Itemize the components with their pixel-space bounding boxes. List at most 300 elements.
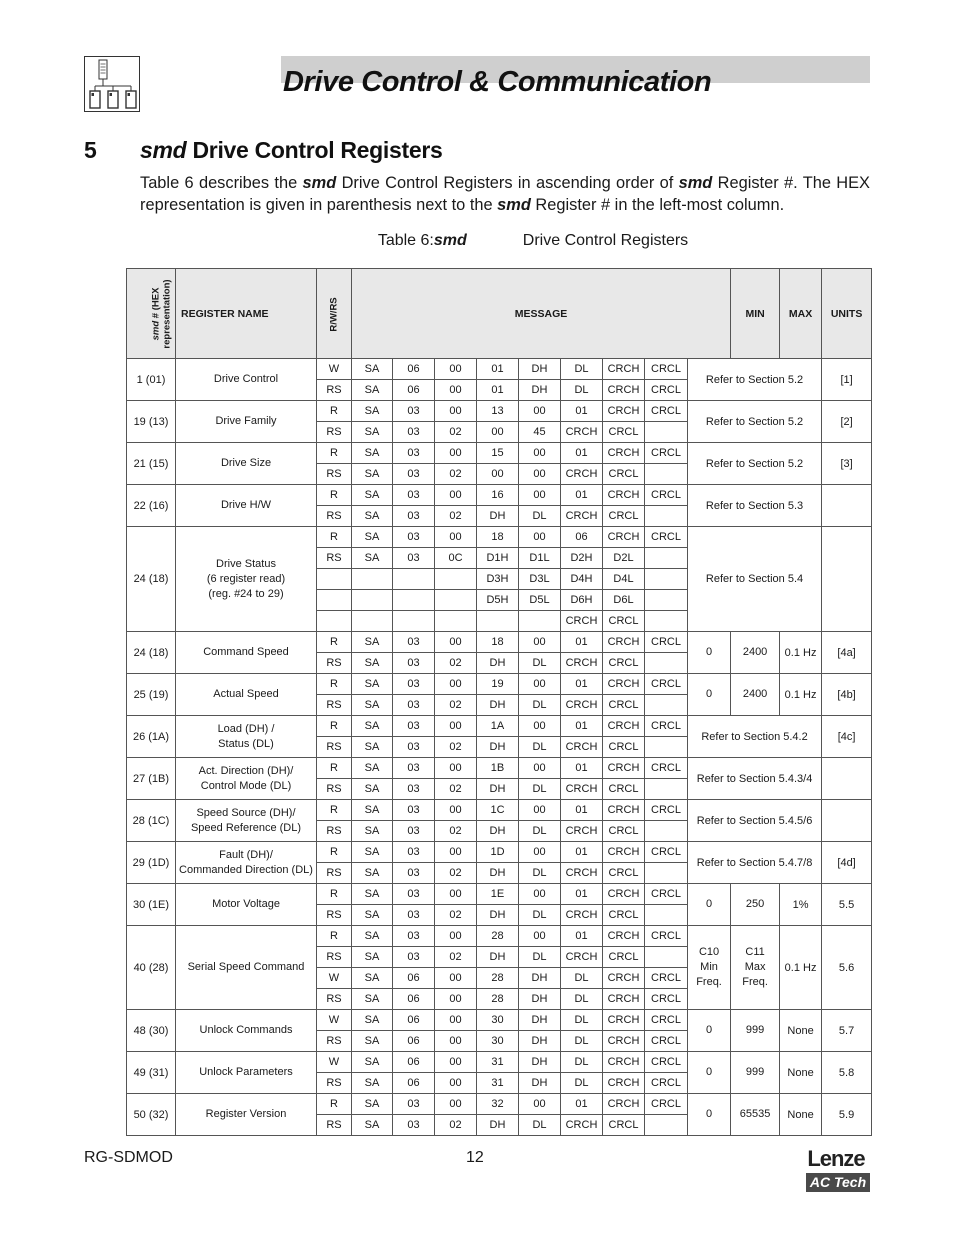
table-row	[127, 716, 872, 737]
message-byte-cell: 06	[393, 968, 435, 989]
table-row	[127, 842, 872, 863]
message-byte-cell: 00	[435, 485, 477, 506]
access-type-cell: RS	[317, 380, 352, 401]
message-byte-cell: CRCH	[603, 401, 645, 422]
message-byte-cell: 03	[393, 506, 435, 527]
message-byte-cell: SA	[352, 821, 393, 842]
access-type-cell: R	[317, 800, 352, 821]
table-header-row	[127, 269, 872, 359]
message-byte-cell: DH	[477, 863, 519, 884]
register-name	[176, 401, 317, 443]
message-byte-cell: CRCH	[561, 464, 603, 485]
max-value: 2400	[731, 674, 780, 716]
message-byte-cell: CRCL	[645, 800, 688, 821]
message-byte-cell: SA	[352, 548, 393, 569]
message-byte-cell: 02	[435, 905, 477, 926]
message-byte-cell	[435, 569, 477, 590]
message-byte-cell: 06	[393, 1031, 435, 1052]
note-or-section: [3]	[822, 443, 872, 485]
message-byte-cell: CRCL	[645, 1031, 688, 1052]
message-byte-cell: 06	[393, 359, 435, 380]
message-byte-cell	[645, 1115, 688, 1136]
message-byte-cell: DH	[519, 968, 561, 989]
message-byte-cell: CRCL	[645, 1052, 688, 1073]
message-byte-cell: 13	[477, 401, 519, 422]
access-type-cell: RS	[317, 548, 352, 569]
message-byte-cell: SA	[352, 842, 393, 863]
message-byte-cell: DH	[519, 380, 561, 401]
message-byte-cell: 03	[393, 842, 435, 863]
max-value: 250	[731, 884, 780, 926]
message-byte-cell: CRCH	[561, 653, 603, 674]
col-header-register-line1: # (HEX	[150, 287, 162, 321]
message-byte-cell: SA	[352, 380, 393, 401]
access-type-cell	[317, 611, 352, 632]
section-title	[140, 137, 443, 164]
message-byte-cell: SA	[352, 758, 393, 779]
message-byte-cell: 02	[435, 863, 477, 884]
message-byte-cell: D3H	[477, 569, 519, 590]
message-byte-cell: 00	[435, 527, 477, 548]
note-or-section: 5.5	[822, 884, 872, 926]
message-byte-cell: 00	[519, 443, 561, 464]
message-byte-cell: 18	[477, 527, 519, 548]
register-number: 49 (31)	[127, 1052, 176, 1094]
register-number: 30 (1E)	[127, 884, 176, 926]
message-byte-cell: CRCH	[561, 863, 603, 884]
message-byte-cell	[393, 590, 435, 611]
message-byte-cell: SA	[352, 1094, 393, 1115]
register-number: 22 (16)	[127, 485, 176, 527]
message-byte-cell: 18	[477, 632, 519, 653]
message-byte-cell: 00	[477, 422, 519, 443]
message-byte-cell: 06	[393, 380, 435, 401]
access-type-cell: RS	[317, 821, 352, 842]
message-byte-cell: 02	[435, 422, 477, 443]
access-type-cell: R	[317, 485, 352, 506]
units-value: 0.1 Hz	[780, 674, 822, 716]
message-byte-cell: 01	[477, 359, 519, 380]
table-row	[127, 926, 872, 947]
access-type-cell: W	[317, 1010, 352, 1031]
units-value: 1%	[780, 884, 822, 926]
message-byte-cell: 00	[519, 884, 561, 905]
intro-keyword: smd	[678, 174, 713, 192]
message-byte-cell: 03	[393, 758, 435, 779]
note-or-section: 5.9	[822, 1094, 872, 1136]
message-byte-cell: 06	[393, 1073, 435, 1094]
message-byte-cell: SA	[352, 1010, 393, 1031]
message-byte-cell: 1B	[477, 758, 519, 779]
note-or-section: [2]	[822, 401, 872, 443]
units-value: 0.1 Hz	[780, 632, 822, 674]
table-row	[127, 632, 872, 653]
col-header-register-line2: representation)	[161, 278, 173, 349]
refer-to-section: Refer to Section 5.3	[688, 485, 822, 527]
message-byte-cell: CRCL	[645, 1010, 688, 1031]
units-value: None	[780, 1052, 822, 1094]
message-byte-cell: SA	[352, 632, 393, 653]
message-byte-cell: 03	[393, 695, 435, 716]
message-byte-cell: 00	[435, 1031, 477, 1052]
message-byte-cell: CRCH	[561, 422, 603, 443]
register-name	[176, 632, 317, 674]
access-type-cell: R	[317, 926, 352, 947]
note-or-section: [4b]	[822, 674, 872, 716]
message-byte-cell: CRCL	[645, 884, 688, 905]
access-type-cell: RS	[317, 695, 352, 716]
message-byte-cell: CRCH	[603, 359, 645, 380]
message-byte-cell: 02	[435, 821, 477, 842]
min-value: 0	[688, 884, 731, 926]
table-row	[127, 1052, 872, 1073]
message-byte-cell: SA	[352, 968, 393, 989]
message-byte-cell	[477, 611, 519, 632]
col-header-register-name: REGISTER NAME	[176, 269, 317, 359]
intro-text: Register # in the left-most column.	[530, 196, 785, 214]
message-byte-cell: SA	[352, 464, 393, 485]
message-byte-cell: SA	[352, 695, 393, 716]
message-byte-cell: 02	[435, 506, 477, 527]
message-byte-cell: 02	[435, 737, 477, 758]
message-byte-cell: CRCL	[645, 716, 688, 737]
message-byte-cell: SA	[352, 716, 393, 737]
message-byte-cell: D2H	[561, 548, 603, 569]
table-row	[127, 1094, 872, 1115]
message-byte-cell: 1E	[477, 884, 519, 905]
message-byte-cell	[393, 569, 435, 590]
table-row	[127, 359, 872, 380]
message-byte-cell: 03	[393, 737, 435, 758]
access-type-cell: RS	[317, 779, 352, 800]
register-name-subtext: (6 register read)	[206, 572, 286, 585]
message-byte-cell	[645, 569, 688, 590]
message-byte-cell: SA	[352, 905, 393, 926]
register-number: 25 (19)	[127, 674, 176, 716]
message-byte-cell: 03	[393, 548, 435, 569]
message-byte-cell: SA	[352, 443, 393, 464]
message-byte-cell: SA	[352, 359, 393, 380]
table-row	[127, 884, 872, 905]
message-byte-cell: 30	[477, 1010, 519, 1031]
note-or-section: 5.7	[822, 1010, 872, 1052]
message-byte-cell: 03	[393, 485, 435, 506]
table-row	[127, 758, 872, 779]
message-byte-cell: D4H	[561, 569, 603, 590]
section-title-text: Drive Control Registers	[186, 137, 443, 163]
message-byte-cell: CRCH	[561, 737, 603, 758]
message-byte-cell: CRCH	[561, 779, 603, 800]
message-byte-cell	[645, 947, 688, 968]
max-value: 2400	[731, 632, 780, 674]
message-byte-cell: CRCL	[645, 842, 688, 863]
message-byte-cell: 01	[561, 842, 603, 863]
message-byte-cell: CRCH	[603, 443, 645, 464]
message-byte-cell	[352, 590, 393, 611]
message-byte-cell: 01	[561, 1094, 603, 1115]
message-byte-cell: 31	[477, 1052, 519, 1073]
message-byte-cell: DL	[561, 1010, 603, 1031]
message-byte-cell: 00	[435, 758, 477, 779]
register-name-subtext: (reg. #24 to 29)	[208, 587, 284, 600]
note-or-section: [4c]	[822, 716, 872, 758]
message-byte-cell: DL	[519, 821, 561, 842]
message-byte-cell: CRCH	[603, 1052, 645, 1073]
message-byte-cell: CRCH	[603, 1031, 645, 1052]
message-byte-cell: DL	[519, 905, 561, 926]
message-byte-cell: DL	[519, 779, 561, 800]
message-byte-cell: 03	[393, 422, 435, 443]
page-number: 12	[466, 1149, 484, 1166]
register-name	[176, 716, 317, 758]
lenze-logo: Lenze	[807, 1146, 865, 1171]
message-byte-cell: 00	[435, 674, 477, 695]
message-byte-cell: DH	[477, 905, 519, 926]
drive-control-registers-table	[126, 268, 872, 1136]
units-value: None	[780, 1010, 822, 1052]
message-byte-cell: CRCL	[645, 485, 688, 506]
message-byte-cell: CRCH	[603, 485, 645, 506]
message-byte-cell: 00	[435, 380, 477, 401]
message-byte-cell: CRCL	[645, 758, 688, 779]
message-byte-cell: D6H	[561, 590, 603, 611]
note-or-section: [4a]	[822, 632, 872, 674]
register-name-text: Drive Status	[216, 557, 276, 570]
message-byte-cell: 28	[477, 968, 519, 989]
message-byte-cell: 03	[393, 674, 435, 695]
note-or-section	[822, 758, 872, 800]
message-byte-cell: CRCL	[603, 611, 645, 632]
register-number: 27 (1B)	[127, 758, 176, 800]
message-byte-cell: CRCH	[561, 905, 603, 926]
message-byte-cell: DL	[519, 1115, 561, 1136]
message-byte-cell: 02	[435, 1115, 477, 1136]
message-byte-cell	[645, 422, 688, 443]
message-byte-cell: DH	[477, 1115, 519, 1136]
message-byte-cell: 03	[393, 779, 435, 800]
table-caption-text	[322, 232, 688, 250]
message-byte-cell: CRCH	[603, 716, 645, 737]
message-byte-cell: CRCH	[603, 380, 645, 401]
message-byte-cell	[645, 863, 688, 884]
register-name-text: Speed Source (DH)/	[196, 806, 296, 819]
message-byte-cell: D4L	[603, 569, 645, 590]
message-byte-cell: 03	[393, 527, 435, 548]
message-byte-cell	[352, 611, 393, 632]
message-byte-cell: 01	[561, 632, 603, 653]
message-byte-cell: 00	[435, 989, 477, 1010]
message-byte-cell: D5H	[477, 590, 519, 611]
min-value: C10 Min Freq.	[688, 926, 731, 1010]
access-type-cell: R	[317, 1094, 352, 1115]
message-byte-cell	[393, 611, 435, 632]
drive-network-logo-icon	[84, 56, 140, 112]
access-type-cell: R	[317, 527, 352, 548]
col-header-rwrs	[317, 269, 352, 359]
message-byte-cell: 01	[561, 758, 603, 779]
access-type-cell: R	[317, 632, 352, 653]
message-byte-cell: SA	[352, 422, 393, 443]
refer-to-section: Refer to Section 5.2	[688, 359, 822, 401]
message-byte-cell: 16	[477, 485, 519, 506]
message-byte-cell: CRCH	[603, 527, 645, 548]
caption-keyword: smd	[433, 232, 467, 249]
min-value: 0	[688, 1052, 731, 1094]
max-value: 999	[731, 1010, 780, 1052]
message-byte-cell: 03	[393, 821, 435, 842]
message-byte-cell: 02	[435, 947, 477, 968]
message-byte-cell: 01	[561, 800, 603, 821]
register-name-text: Serial Speed Command	[187, 961, 305, 973]
message-byte-cell: 00	[435, 1052, 477, 1073]
message-byte-cell: DL	[519, 653, 561, 674]
message-byte-cell: CRCH	[561, 611, 603, 632]
access-type-cell: R	[317, 758, 352, 779]
message-byte-cell: 03	[393, 800, 435, 821]
message-byte-cell: DL	[519, 737, 561, 758]
col-header-max: MAX	[780, 269, 822, 359]
message-byte-cell: 00	[519, 1094, 561, 1115]
message-byte-cell: SA	[352, 506, 393, 527]
message-byte-cell	[352, 569, 393, 590]
message-byte-cell	[645, 695, 688, 716]
message-byte-cell: 03	[393, 905, 435, 926]
message-byte-cell	[645, 905, 688, 926]
message-byte-cell	[645, 464, 688, 485]
register-name	[176, 842, 317, 884]
message-byte-cell: 30	[477, 1031, 519, 1052]
message-byte-cell	[645, 506, 688, 527]
register-name-text: Drive Family	[215, 415, 277, 427]
col-header-register-keyword: smd	[150, 320, 162, 340]
message-byte-cell: 32	[477, 1094, 519, 1115]
message-byte-cell: CRCL	[645, 443, 688, 464]
message-byte-cell: 28	[477, 926, 519, 947]
message-byte-cell	[645, 548, 688, 569]
message-byte-cell: CRCL	[645, 380, 688, 401]
message-byte-cell: CRCL	[603, 695, 645, 716]
message-byte-cell: DL	[519, 506, 561, 527]
message-byte-cell: 00	[435, 1010, 477, 1031]
register-name	[176, 926, 317, 1010]
message-byte-cell: DL	[519, 947, 561, 968]
message-byte-cell: SA	[352, 737, 393, 758]
message-byte-cell: 01	[561, 674, 603, 695]
refer-to-section: Refer to Section 5.2	[688, 401, 822, 443]
message-byte-cell: 00	[519, 527, 561, 548]
register-name-subtext: Commanded Direction (DL)	[179, 863, 313, 876]
register-number: 24 (18)	[127, 527, 176, 632]
message-byte-cell: 00	[435, 1094, 477, 1115]
access-type-cell: RS	[317, 464, 352, 485]
message-byte-cell: DL	[561, 968, 603, 989]
message-byte-cell: 03	[393, 632, 435, 653]
register-number: 48 (30)	[127, 1010, 176, 1052]
table-row	[127, 1010, 872, 1031]
message-byte-cell: 00	[519, 758, 561, 779]
message-byte-cell: DL	[561, 380, 603, 401]
register-number: 40 (28)	[127, 926, 176, 1010]
max-value: C11 Max Freq.	[731, 926, 780, 1010]
message-byte-cell: 03	[393, 863, 435, 884]
message-byte-cell	[645, 611, 688, 632]
message-byte-cell: SA	[352, 401, 393, 422]
message-byte-cell: 00	[519, 401, 561, 422]
message-byte-cell: DL	[561, 359, 603, 380]
message-byte-cell: 19	[477, 674, 519, 695]
message-byte-cell: 02	[435, 464, 477, 485]
message-byte-cell: DH	[477, 653, 519, 674]
message-byte-cell: SA	[352, 947, 393, 968]
register-name-text: Actual Speed	[213, 688, 279, 700]
message-byte-cell: SA	[352, 653, 393, 674]
register-name-text: Motor Voltage	[212, 898, 280, 910]
message-byte-cell: 00	[435, 1073, 477, 1094]
message-byte-cell: CRCL	[603, 464, 645, 485]
message-byte-cell: 02	[435, 779, 477, 800]
intro-text: Register #. The HEX representation is given in parenthesis next to the	[140, 174, 870, 214]
message-byte-cell: DH	[519, 1010, 561, 1031]
message-byte-cell: CRCL	[645, 1094, 688, 1115]
drive-network-diagram-icon	[85, 57, 139, 111]
message-byte-cell: 02	[435, 695, 477, 716]
message-byte-cell: 01	[561, 401, 603, 422]
note-or-section	[822, 800, 872, 842]
message-byte-cell: 1C	[477, 800, 519, 821]
message-byte-cell: SA	[352, 485, 393, 506]
message-byte-cell: DH	[477, 821, 519, 842]
message-byte-cell: 06	[393, 1052, 435, 1073]
message-byte-cell: CRCL	[603, 863, 645, 884]
register-name	[176, 674, 317, 716]
message-byte-cell	[519, 611, 561, 632]
register-name-subtext: Control Mode (DL)	[200, 779, 292, 792]
intro-keyword: smd	[497, 196, 531, 214]
units-value: 0.1 Hz	[780, 926, 822, 1010]
col-header-min: MIN	[731, 269, 780, 359]
message-byte-cell: CRCL	[603, 737, 645, 758]
message-byte-cell: DH	[519, 1073, 561, 1094]
message-byte-cell: CRCH	[603, 1094, 645, 1115]
register-name-text: Act. Direction (DH)/	[198, 764, 294, 777]
message-byte-cell: SA	[352, 1031, 393, 1052]
message-byte-cell: 45	[519, 422, 561, 443]
message-byte-cell: D6L	[603, 590, 645, 611]
note-or-section: 5.6	[822, 926, 872, 1010]
table-row	[127, 800, 872, 821]
message-byte-cell: SA	[352, 926, 393, 947]
intro-keyword: smd	[302, 174, 337, 192]
min-value: 0	[688, 632, 731, 674]
message-byte-cell: 06	[561, 527, 603, 548]
page-title: Drive Control & Communication	[283, 66, 712, 98]
message-byte-cell: CRCL	[603, 947, 645, 968]
register-name-text: Drive H/W	[220, 499, 272, 511]
message-byte-cell: SA	[352, 863, 393, 884]
register-name	[176, 527, 317, 632]
message-byte-cell: 03	[393, 401, 435, 422]
message-byte-cell: CRCH	[603, 758, 645, 779]
access-type-cell	[317, 569, 352, 590]
register-name-text: Command Speed	[203, 646, 289, 658]
message-byte-cell: 03	[393, 653, 435, 674]
message-byte-cell: 01	[561, 926, 603, 947]
message-byte-cell: 00	[519, 464, 561, 485]
min-value: 0	[688, 1094, 731, 1136]
message-byte-cell: DH	[477, 947, 519, 968]
message-byte-cell: 00	[519, 926, 561, 947]
message-byte-cell	[435, 611, 477, 632]
